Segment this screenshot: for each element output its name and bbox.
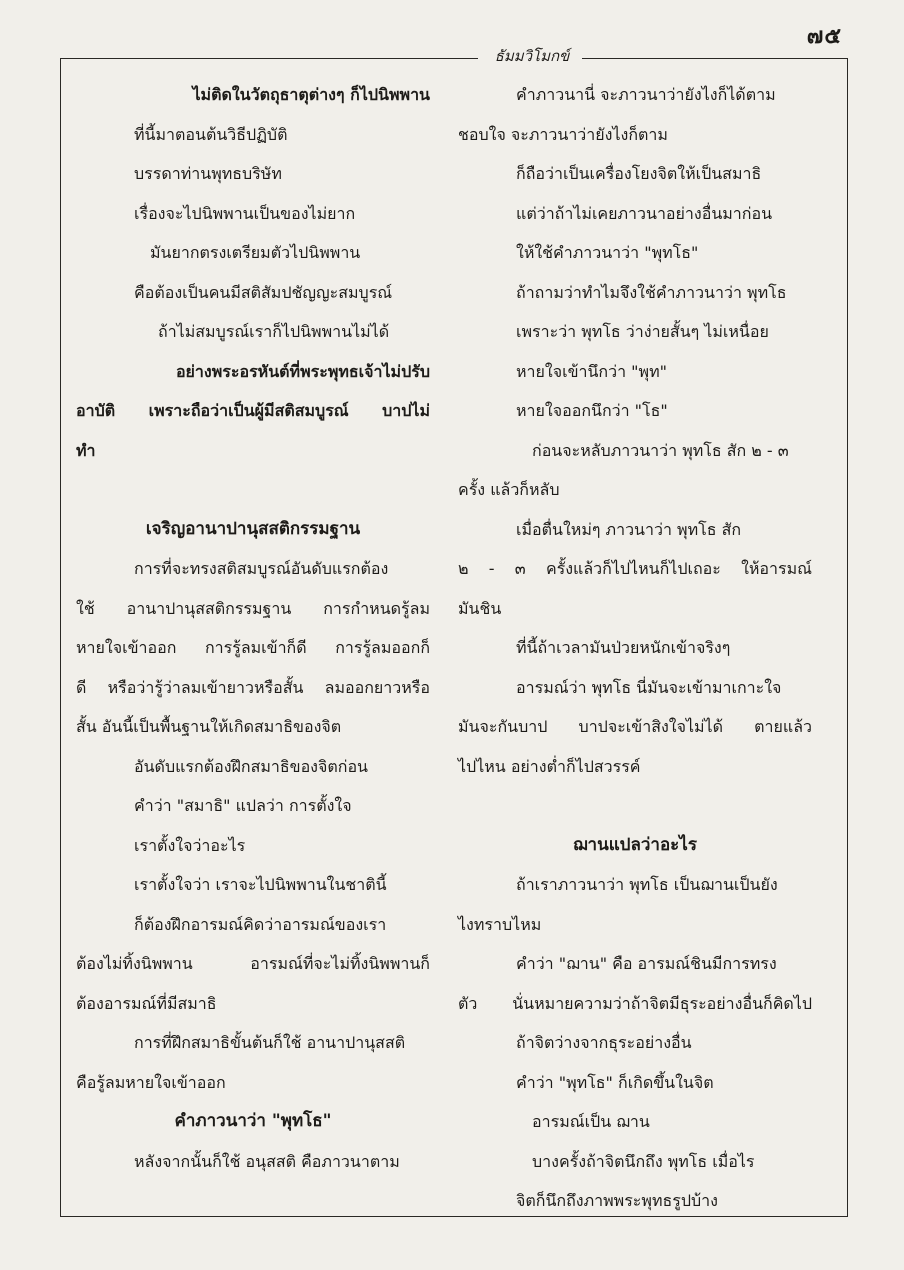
paragraph-line: ก็ถือว่าเป็นเครื่องโยงจิตให้เป็นสมาธิ: [516, 164, 762, 183]
left-column: [76, 75, 430, 1181]
paragraph-line: ชอบใจ จะภาวนาว่ายังไงก็ตาม: [458, 124, 668, 144]
section-heading: ฌานแปลว่าอะไร: [573, 834, 697, 855]
paragraph-line: ถ้าถามว่าทำไมจึงใช้คำภาวนาว่า พุทโธ: [516, 282, 787, 302]
paragraph-line: อารมณ์ว่า พุทโธ นี่มันจะเข้ามาเกาะใจ: [516, 677, 782, 697]
paragraph-line: จิตก็นึกถึงภาพพระพุทธรูปบ้าง: [516, 1191, 718, 1210]
paragraph-line: เมื่อตื่นใหม่ๆ ภาวนาว่า พุทโธ สัก: [516, 519, 742, 539]
blank-line: [76, 470, 430, 510]
paragraph-line: คำว่า "พุทโธ" ก็เกิดขึ้นในจิต: [516, 1072, 714, 1092]
page-number: ๗๕: [806, 24, 842, 49]
blank-line: [458, 786, 812, 826]
paragraph-line: สั้น อันนี้เป็นพื้นฐานให้เกิดสมาธิของจิต: [76, 717, 342, 736]
paragraph-line: ใช้ อานาปานุสสติกรรมฐาน การกำหนดรู้ลม: [76, 598, 430, 618]
paragraph-line: แต่ว่าถ้าไม่เคยภาวนาอย่างอื่นมาก่อน: [516, 203, 773, 223]
right-column: [458, 75, 812, 1221]
paragraph-line: คำว่า "ฌาน" คือ อารมณ์ชินมีการทรง: [516, 954, 777, 973]
paragraph-line: ๒ - ๓ ครั้งแล้วก็ไปไหนก็ไปเถอะ ให้อารมณ์: [458, 559, 812, 578]
paragraph-line: ให้ใช้คำภาวนาว่า "พุทโธ": [516, 243, 699, 262]
paragraph-line: ไปไหน อย่างต่ำก็ไปสวรรค์: [458, 756, 641, 776]
paragraph-line: บรรดาท่านพุทธบริษัท: [134, 164, 282, 183]
paragraph-line: ก่อนจะหลับภาวนาว่า พุทโธ สัก ๒ - ๓: [532, 440, 789, 460]
paragraph-line: ครั้ง แล้วก็หลับ: [458, 480, 560, 499]
paragraph-line: ดี หรือว่ารู้ว่าลมเข้ายาวหรือสั้น ลมออกยาวหรือ: [76, 677, 430, 697]
paragraph-line: อันดับแรกต้องฝึกสมาธิของจิตก่อน: [134, 756, 368, 776]
paragraph-line: อย่างพระอรหันต์ที่พระพุทธเจ้าไม่ปรับ: [175, 361, 430, 381]
paragraph-line: ถ้าไม่สมบูรณ์เราก็ไปนิพพานไม่ได้: [158, 322, 390, 341]
paragraph-line: หายใจเข้าออก การรู้ลมเข้าก็ดี การรู้ลมออกก็: [76, 638, 430, 657]
paragraph-line: ต้องอารมณ์ที่มีสมาธิ: [76, 993, 217, 1013]
paragraph-line: คำว่า "สมาธิ" แปลว่า การตั้งใจ: [134, 796, 352, 815]
paragraph-line: หลังจากนั้นก็ใช้ อนุสสติ คือภาวนาตาม: [134, 1151, 400, 1171]
section-heading: เจริญอานาปานุสสติกรรมฐาน: [145, 518, 361, 539]
paragraph-line: การที่จะทรงสติสมบูรณ์อันดับแรกต้อง: [134, 559, 389, 578]
paragraph-line: ตัว นั่นหมายความว่าถ้าจิตมีธุระอย่างอื่นก็คิดไป: [458, 993, 812, 1013]
paragraph-line: คือรู้ลมหายใจเข้าออก: [76, 1072, 226, 1092]
section-heading: คำภาวนาว่า "พุทโธ": [174, 1111, 332, 1131]
paragraph-line: เราตั้งใจว่าอะไร: [134, 835, 246, 855]
paragraph-line: มันยากตรงเตรียมตัวไปนิพพาน: [150, 243, 361, 262]
paragraph-line: เพราะว่า พุทโธ ว่าง่ายสั้นๆ ไม่เหนื่อย: [516, 322, 769, 341]
section-heading: ไม่ติดในวัตถุธาตุต่างๆ ก็ไปนิพพาน: [192, 85, 430, 104]
paragraph-line: คือต้องเป็นคนมีสติสัมปชัญญะสมบูรณ์: [134, 282, 393, 302]
paragraph-line: บางครั้งถ้าจิตนึกถึง พุทโธ เมื่อไร: [532, 1151, 755, 1171]
paragraph-line: ต้องไม่ทิ้งนิพพาน อารมณ์ที่จะไม่ทิ้งนิพพานก็: [76, 954, 430, 973]
paragraph-line: ที่นี้มาตอนต้นวิธีปฏิบัติ: [134, 124, 288, 144]
paragraph-line: เรื่องจะไปนิพพานเป็นของไม่ยาก: [134, 203, 356, 223]
paragraph-line: ทำ: [76, 440, 96, 460]
paragraph-line: การที่ฝึกสมาธิขั้นต้นก็ใช้ อานาปานุสสติ: [134, 1033, 406, 1052]
paragraph-line: ถ้าเราภาวนาว่า พุทโธ เป็นฌานเป็นยัง: [516, 875, 778, 894]
paragraph-line: คำภาวนานี่ จะภาวนาว่ายังไงก็ได้ตาม: [516, 85, 776, 104]
paragraph-line: อาบัติ เพราะถือว่าเป็นผู้มีสติสมบูรณ์ บาปไม่: [76, 401, 430, 420]
paragraph-line: ไงทราบไหม: [458, 914, 542, 934]
paragraph-line: เราตั้งใจว่า เราจะไปนิพพานในชาตินี้: [134, 875, 387, 894]
paragraph-line: อารมณ์เป็น ฌาน: [532, 1112, 650, 1131]
paragraph-line: มันชิน: [458, 598, 502, 618]
paragraph-line: ก็ต้องฝึกอารมณ์คิดว่าอารมณ์ของเรา: [134, 914, 387, 934]
paragraph-line: หายใจออกนึกว่า "โธ": [516, 401, 668, 420]
paragraph-line: มันจะกันบาป บาปจะเข้าสิงใจไม่ได้ ตายแล้ว: [458, 717, 812, 736]
paragraph-line: หายใจเข้านึกว่า "พุท": [516, 361, 667, 381]
running-title: ธัมมวิโมกข์: [494, 47, 570, 65]
paragraph-line: ที่นี้ถ้าเวลามันป่วยหนักเข้าจริงๆ: [516, 638, 731, 657]
paragraph-line: ถ้าจิตว่างจากธุระอย่างอื่น: [516, 1033, 692, 1052]
